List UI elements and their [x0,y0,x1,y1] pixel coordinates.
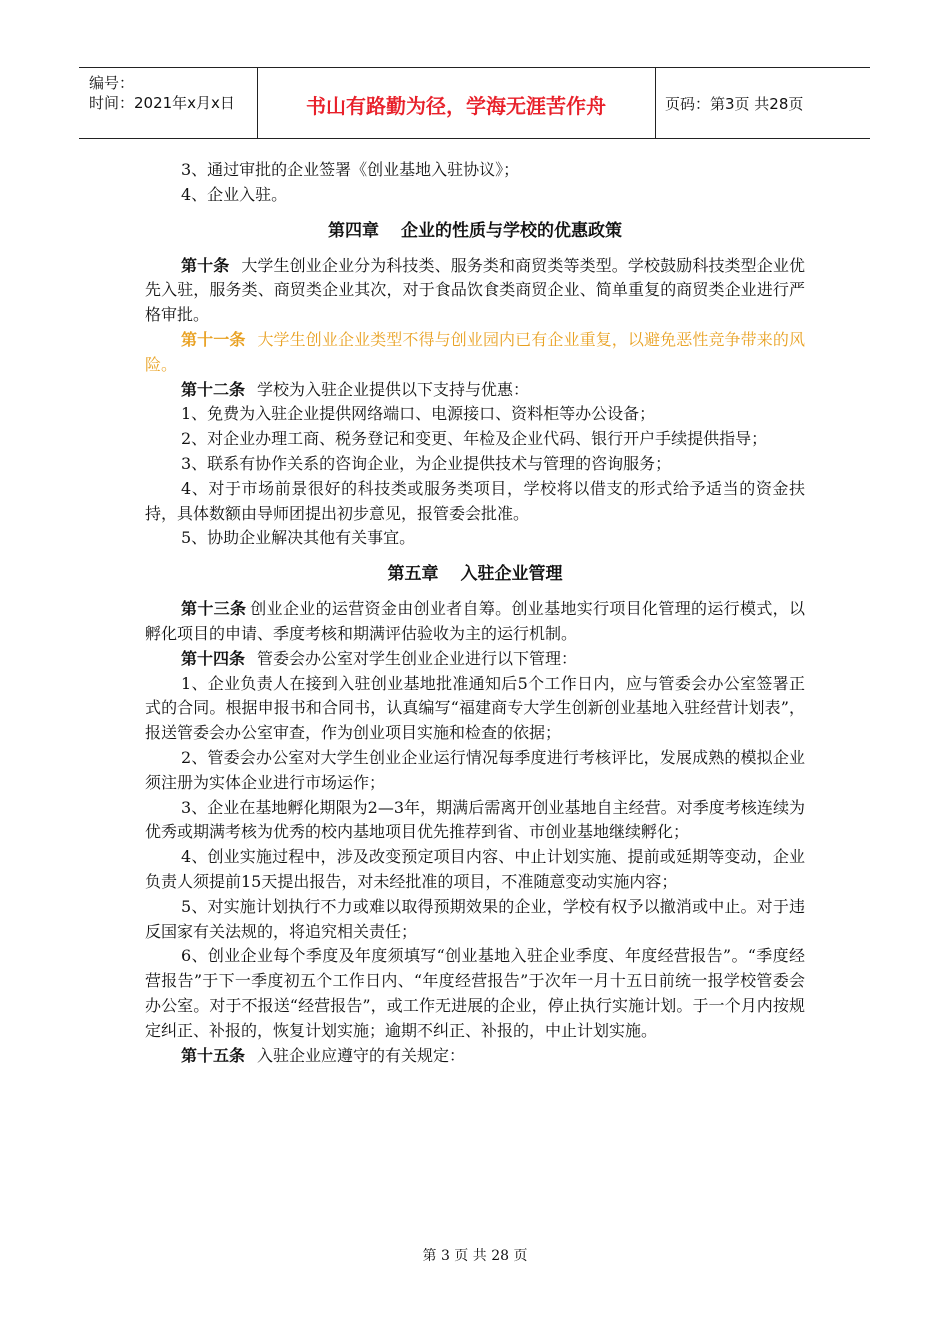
article-text: 管委会办公室对学生创业企业进行以下管理： [257,648,578,668]
time-label: 时间：2021年x月x日 [89,94,235,112]
motto: 书山有路勤为径，学海无涯苦作舟 [306,94,606,118]
number-label: 编号： [89,74,135,92]
list-item: 2、管委会办公室对大学生创业企业运行情况每季度进行考核评比，发展成熟的模拟企业须注册为实体企业进行市场运作； [145,747,805,792]
article-lead: 第十条 [181,255,230,275]
article-15 [145,1044,805,1069]
list-item: 1、免费为入驻企业提供网络端口、电源接口、资料柜等办公设备； [181,404,656,424]
chapter-title: 入驻企业管理 [460,564,563,585]
chapter-heading [145,562,805,586]
header-motto-cell [257,68,656,138]
header-page-cell [655,68,870,138]
article-text: 入驻企业应遵守的有关规定： [257,1045,466,1065]
page-footer: 第 3 页 共 28 页 [422,1248,528,1264]
list-item: 2、对企业办理工商、税务登记和变更、年检及企业代码、银行开户手续提供指导； [181,429,768,449]
list-item: 4、对于市场前景很好的科技类或服务类项目，学校将以借支的形式给予适当的资金扶持，具体数额由导师团提出初步意见，报管委会批准。 [145,478,805,523]
article-lead: 第十三条 [181,599,247,619]
article-text: 学校为入驻企业提供以下支持与优惠： [257,379,530,399]
list-item: 4、企业入驻。 [181,184,288,204]
list-item: 3、企业在基地孵化期限为2—3年，期满后需离开创业基地自主经营。对季度考核连续为优秀或期满考核为优秀的校内基地项目优先推荐到省、市创业基地继续孵化； [145,797,805,842]
chapter-title: 企业的性质与学校的优惠政策 [401,220,622,241]
article-lead: 第十二条 [181,379,246,399]
article-text: 创业企业的运营资金由创业者自筹。创业基地实行项目化管理的运行模式，以孵化项目的申请、季度考核和期满评估验收为主的运行机制。 [145,599,805,643]
document-body [145,158,805,1068]
header-info-cell [79,68,258,138]
article-lead: 第十五条 [181,1045,246,1065]
list-item: 3、联系有协作关系的咨询企业，为企业提供技术与管理的咨询服务； [181,453,672,473]
article-lead: 第十四条 [181,648,246,668]
article-10 [145,254,805,328]
article-12 [145,378,805,403]
list-item: 4、创业实施过程中，涉及改变预定项目内容、中止计划实施、提前或延期等变动，企业负责人须提前15天提出报告，对未经批准的项目，不准随意变动实施内容； [145,847,805,891]
list-item: 1、企业负责人在接到入驻创业基地批准通知后5个工作日内，应与管委会办公室签署正式的合同。根据申报书和合同书，认真编写“福建商专大学生创新创业基地入驻经营计划表”，报送管委会办公室审查，作为创业项目实施和检查的依据； [145,673,805,743]
page-header [79,67,870,139]
list-item: 5、协助企业解决其他有关事宜。 [181,528,416,548]
article-13 [145,597,805,647]
chapter-number: 第五章 [387,564,439,585]
article-text: 大学生创业企业类型不得与创业园内已有企业重复，以避免恶性竞争带来的风险。 [145,329,805,374]
article-lead: 第十一条 [181,329,246,349]
page-code: 页码：第3页 共28页 [665,95,804,113]
list-item: 3、通过审批的企业签署《创业基地入驻协议》； [181,160,520,179]
article-text: 大学生创业企业分为科技类、服务类和商贸类等类型。学校鼓励科技类型企业优先入驻，服务类、商贸类企业其次，对于食品饮食类商贸企业、简单重复的商贸类企业进行严格审批。 [145,255,805,325]
chapter-heading [145,219,805,243]
article-14 [145,647,805,672]
chapter-number: 第四章 [328,220,379,241]
list-item: 6、创业企业每个季度及年度须填写“创业基地入驻企业季度、年度经营报告”。“季度经营报告”于下一季度初五个工作日内、“年度经营报告”于次年一月十五日前统一报学校管委会办公室。对于不报送“经营报告”，或工作无进展的企业，停止执行实施计划。于一个月内按规定纠正、补报的，恢复计划实施；逾期不纠正、补报的，中止计划实施。 [145,946,805,1040]
article-11 [145,328,805,378]
list-item: 5、对实施计划执行不力或难以取得预期效果的企业，学校有权予以撤消或中止。对于违反国家有关法规的，将追究相关责任； [145,896,805,941]
